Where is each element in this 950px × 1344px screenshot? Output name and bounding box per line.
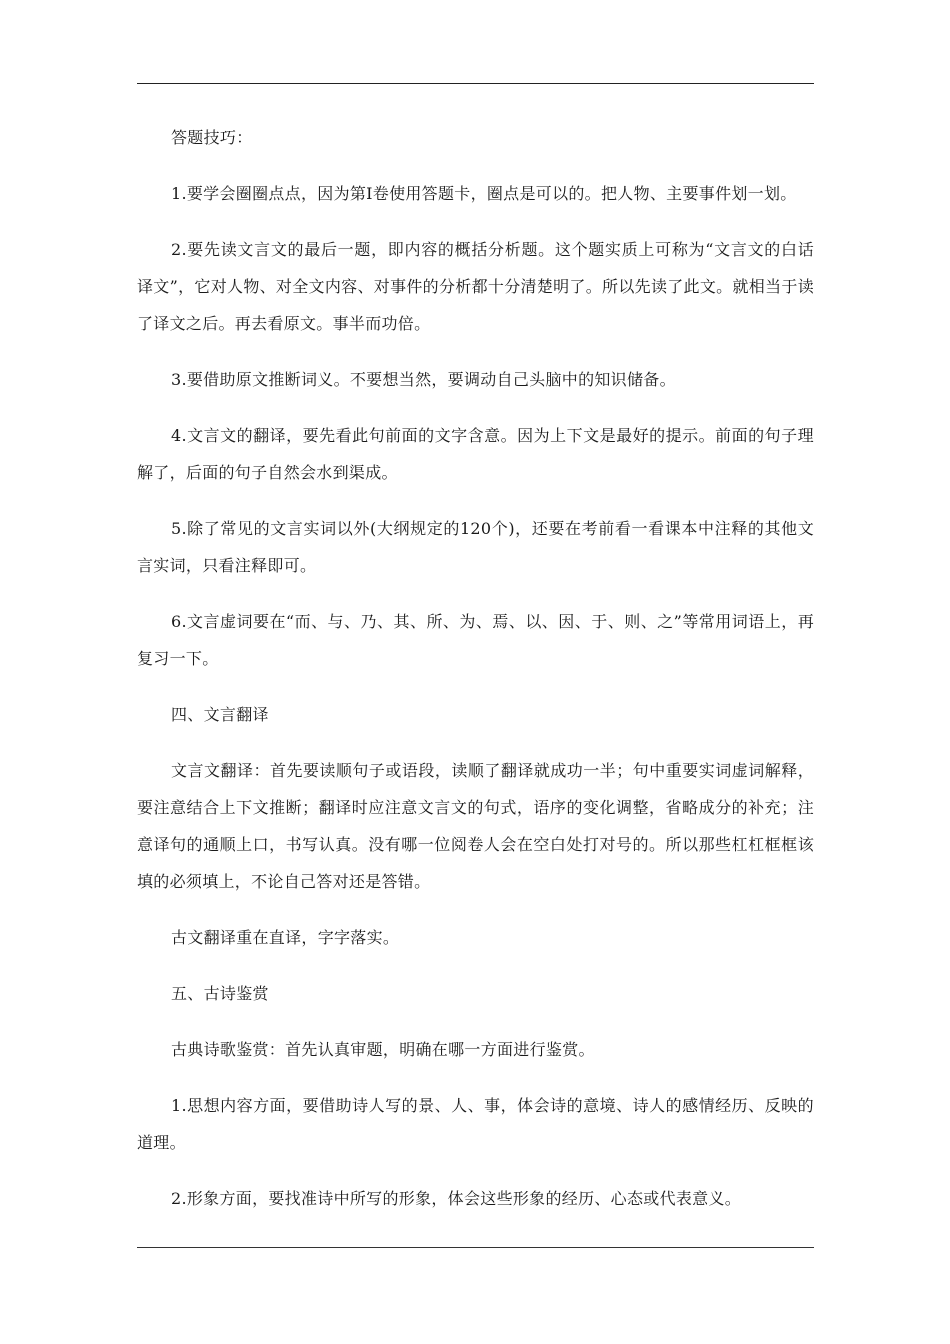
- tip-2-paragraph: 2.要先读文言文的最后一题，即内容的概括分析题。这个题实质上可称为“文言文的白话译文”，它对人物、对全文内容、对事件的分析都十分清楚明了。所以先读了此文。就相当于读了译文之后。再去看原文。事半而功倍。: [137, 240, 814, 333]
- tip-4-paragraph: 4.文言文的翻译，要先看此句前面的文字含意。因为上下文是最好的提示。前面的句子理解了，后面的句子自然会水到渠成。: [137, 426, 814, 482]
- tip-5-paragraph: 5.除了常见的文言实词以外(大纲规定的120个)，还要在考前看一看课本中注释的其他文言实词，只看注释即可。: [137, 519, 814, 575]
- poetry-point-2-paragraph: 2.形象方面，要找准诗中所写的形象，体会这些形象的经历、心态或代表意义。: [171, 1189, 742, 1208]
- heading-answer-tips: 答题技巧：: [171, 128, 253, 147]
- literal-translation-paragraph: 古文翻译重在直译，字字落实。: [171, 928, 400, 947]
- translation-paragraph: 文言文翻译：首先要读顺句子或语段，读顺了翻译就成功一半；句中重要实词虚词解释，要注意结合上下文推断；翻译时应注意文言文的句式，语序的变化调整，省略成分的补充；注意译句的通顺上口，书写认真。没有哪一位阅卷人会在空白处打对号的。所以那些杠杠框框该填的必须填上，不论自己答对还是答错。: [137, 761, 814, 891]
- poetry-point-1-paragraph: 1.思想内容方面，要借助诗人写的景、人、事，体会诗的意境、诗人的感情经历、反映的道理。: [137, 1096, 814, 1152]
- section-heading-poetry: 五、古诗鉴赏: [171, 984, 269, 1003]
- header-rule: [137, 83, 814, 84]
- tip-3-paragraph: 3.要借助原文推断词义。不要想当然，要调动自己头脑中的知识储备。: [171, 370, 676, 389]
- poetry-intro-paragraph: 古典诗歌鉴赏：首先认真审题，明确在哪一方面进行鉴赏。: [171, 1040, 595, 1059]
- section-heading-translation: 四、文言翻译: [171, 705, 269, 724]
- tip-6-paragraph: 6.文言虚词要在“而、与、乃、其、所、为、焉、以、因、于、则、之”等常用词语上，再复习一下。: [137, 612, 814, 668]
- footer-rule: [137, 1247, 814, 1248]
- tip-1-paragraph: 1.要学会圈圈点点，因为第I卷使用答题卡，圈点是可以的。把人物、主要事件划一划。: [171, 184, 797, 203]
